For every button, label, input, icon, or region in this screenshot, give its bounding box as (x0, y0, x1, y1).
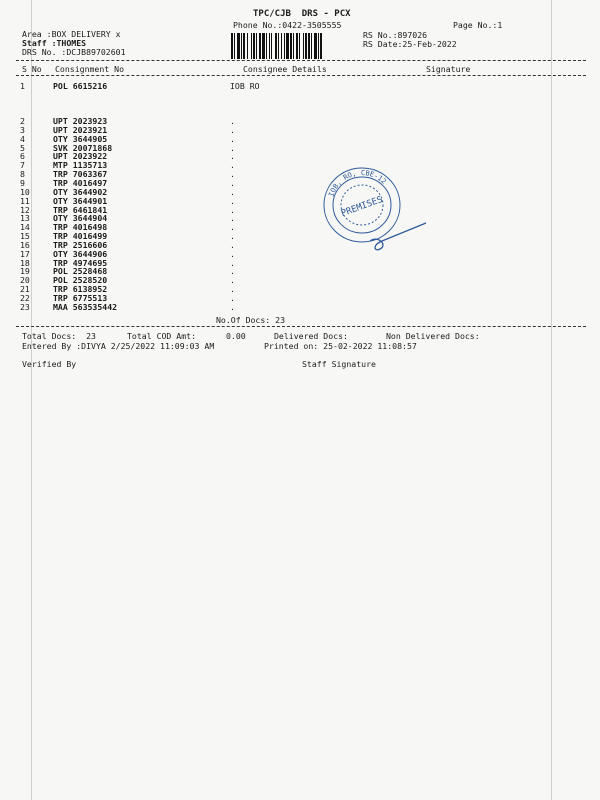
table-row (20, 222, 580, 231)
barcode-bar (275, 33, 277, 59)
svg-text:IOB, RO, CBE-12 (327, 169, 387, 198)
table-row (20, 266, 580, 275)
barcode-bar (299, 33, 300, 59)
consignee-details: . (230, 151, 235, 162)
column-header-sno: S No (22, 64, 42, 74)
consignee-details: . (230, 195, 235, 206)
barcode-bar (256, 33, 257, 59)
consignee-details: . (230, 301, 235, 312)
barcode-bar (259, 33, 261, 59)
total-cod-label: Total COD Amt: (127, 331, 197, 341)
barcode-bar (247, 33, 248, 59)
barcode-bar (281, 33, 282, 59)
consignment-number: OTY 3644904 (53, 213, 108, 224)
rs-number: RS No.:897026 (363, 30, 428, 40)
page-number: Page No.:1 (453, 20, 503, 30)
table-row (20, 293, 580, 302)
table-row (20, 169, 580, 178)
table-row (20, 125, 580, 134)
table-row (20, 284, 580, 293)
consignment-number: OTY 3644906 (53, 248, 108, 259)
barcode-bar (241, 33, 242, 59)
row-number: 21 (20, 284, 30, 295)
column-header-signature: Signature (426, 64, 471, 74)
column-header-consignee: Consignee Details (243, 64, 327, 74)
table-row (20, 249, 580, 258)
consignment-number: TRP 4974695 (53, 257, 108, 268)
row-number: 11 (20, 195, 30, 206)
consignment-number: OTY 3644902 (53, 186, 108, 197)
consignee-details: . (230, 116, 235, 126)
consignee-details: . (230, 239, 235, 250)
consignee-details: . (230, 257, 235, 268)
total-docs: Total Docs: 23 (22, 331, 96, 341)
row-number: 14 (20, 222, 30, 233)
barcode-bar (251, 33, 252, 59)
row-number: 3 (20, 124, 25, 135)
consignee-details: . (230, 293, 235, 303)
barcode-bar (320, 33, 322, 59)
report-title: TPC/CJB DRS - PCX (253, 9, 351, 19)
row-number: 9 (20, 177, 25, 188)
table-row (20, 231, 580, 240)
row-number: 2 (20, 116, 25, 126)
barcode-bar (303, 33, 304, 59)
barcode-bar (293, 33, 294, 59)
consignee-details: . (230, 169, 235, 180)
table-row (20, 213, 580, 222)
row-number: 5 (20, 142, 25, 153)
barcode-bar (253, 33, 255, 59)
consignment-number: TRP 6775513 (53, 293, 108, 303)
consignee-details: . (230, 133, 235, 144)
barcode-bar (286, 33, 289, 59)
barcode-bar (318, 33, 319, 59)
consignment-number: OTY 3644905 (53, 133, 108, 144)
row-number: 6 (20, 151, 25, 162)
consignee-details: . (230, 222, 235, 233)
phone-number: Phone No.:0422-3505555 (233, 20, 342, 30)
row-number: 10 (20, 186, 30, 197)
consignment-number: TRP 2516606 (53, 239, 108, 250)
consignment-number: POL 2528468 (53, 266, 108, 277)
table-row (20, 205, 580, 214)
barcode-bar (290, 33, 292, 59)
non-delivered-docs: Non Delivered Docs: (386, 331, 480, 341)
staff-signature: Staff Signature (302, 359, 376, 369)
barcode-bar (308, 33, 310, 59)
stamp-ring-text: IOB, RO, CBE-12 (327, 168, 388, 198)
consignment-number: UPT 2023922 (53, 151, 108, 162)
barcode-bar (305, 33, 307, 59)
consignment-number: TRP 6138952 (53, 284, 108, 295)
row-number: 23 (20, 301, 30, 312)
barcode-bar (314, 33, 317, 59)
consignment-number: OTY 3644901 (53, 195, 108, 206)
consignment-number: POL 6615216 (53, 81, 108, 91)
row-number: 20 (20, 275, 30, 286)
divider (16, 326, 586, 327)
table-row (20, 151, 580, 160)
consignee-details: . (230, 124, 235, 135)
total-cod-value: 0.00 (226, 331, 246, 341)
barcode-bar (234, 33, 235, 59)
consignee-details: . (230, 142, 235, 153)
consignment-number: UPT 2023923 (53, 116, 108, 126)
consignment-number: POL 2528520 (53, 275, 108, 286)
divider (16, 75, 586, 76)
consignment-number: TRP 6461841 (53, 204, 108, 215)
delivered-docs: Delivered Docs: (274, 331, 348, 341)
table-row (20, 178, 580, 187)
consignment-number: UPT 2023921 (53, 124, 108, 135)
barcode-bar (231, 33, 233, 59)
table-row (20, 81, 580, 90)
table-row (20, 116, 580, 125)
entered-by: Entered By :DIVYA 2/25/2022 11:09:03 AM (22, 341, 215, 351)
consignment-number: TRP 7063367 (53, 169, 108, 180)
row-number: 7 (20, 160, 25, 171)
barcode-bar (311, 33, 312, 59)
barcode-bar (237, 33, 240, 59)
consignee-details: . (230, 177, 235, 188)
consignment-number: TRP 4016499 (53, 231, 108, 242)
row-number: 13 (20, 213, 30, 224)
consignment-number: MTP 1135713 (53, 160, 108, 171)
consignee-details: . (230, 231, 235, 242)
consignment-number: SVK 20071868 (53, 142, 113, 153)
stamp-center-text: PREMISES (339, 194, 385, 220)
consignment-number: MAA 563535442 (53, 301, 118, 312)
row-number: 12 (20, 204, 30, 215)
table-row (20, 134, 580, 143)
barcode-bar (284, 33, 285, 59)
row-number: 19 (20, 266, 30, 277)
row-number: 17 (20, 248, 30, 259)
barcode-bar (269, 33, 270, 59)
table-row (20, 240, 580, 249)
row-number: 1 (20, 81, 25, 91)
barcode-bar (243, 33, 245, 59)
verified-by: Verified By (22, 359, 77, 369)
barcode (231, 33, 353, 59)
table-row (20, 143, 580, 152)
consignee-details: . (230, 186, 235, 197)
row-number: 16 (20, 239, 30, 250)
consignee-details: . (230, 275, 235, 286)
signature-scribble (370, 223, 426, 250)
table-row (20, 302, 580, 311)
consignee-details: . (230, 160, 235, 171)
printed-on: Printed on: 25-02-2022 11:08:57 (264, 341, 417, 351)
barcode-bar (262, 33, 265, 59)
area-field: Area :BOX DELIVERY x (22, 29, 121, 39)
barcode-bar (266, 33, 267, 59)
divider (16, 60, 586, 61)
drs-number: DRS No. :DCJB89702601 (22, 47, 126, 57)
consignee-details: . (230, 248, 235, 259)
table-row (20, 275, 580, 284)
row-number: 18 (20, 257, 30, 268)
consignment-number: TRP 4016498 (53, 222, 108, 233)
barcode-bar (296, 33, 298, 59)
table-row (20, 187, 580, 196)
row-number: 15 (20, 231, 30, 242)
consignee-details: . (230, 213, 235, 224)
column-header-consignment: Consignment No (55, 64, 125, 74)
consignee-details: . (230, 266, 235, 277)
row-number: 22 (20, 293, 30, 303)
premises-stamp (310, 157, 430, 257)
consignee-details: . (230, 204, 235, 215)
table-row (20, 196, 580, 205)
consignment-number: TRP 4016497 (53, 177, 108, 188)
staff-field: Staff :THOMES (22, 38, 87, 48)
table-row (20, 160, 580, 169)
barcode-bar (278, 33, 279, 59)
no-of-docs: No.Of Docs: 23 (216, 315, 286, 325)
row-number: 4 (20, 133, 25, 144)
rs-date: RS Date:25-Feb-2022 (363, 39, 457, 49)
table-row (20, 258, 580, 267)
row-number: 8 (20, 169, 25, 180)
barcode-bar (271, 33, 272, 59)
consignee-details: . (230, 284, 235, 295)
consignee-details: IOB RO (230, 81, 260, 91)
